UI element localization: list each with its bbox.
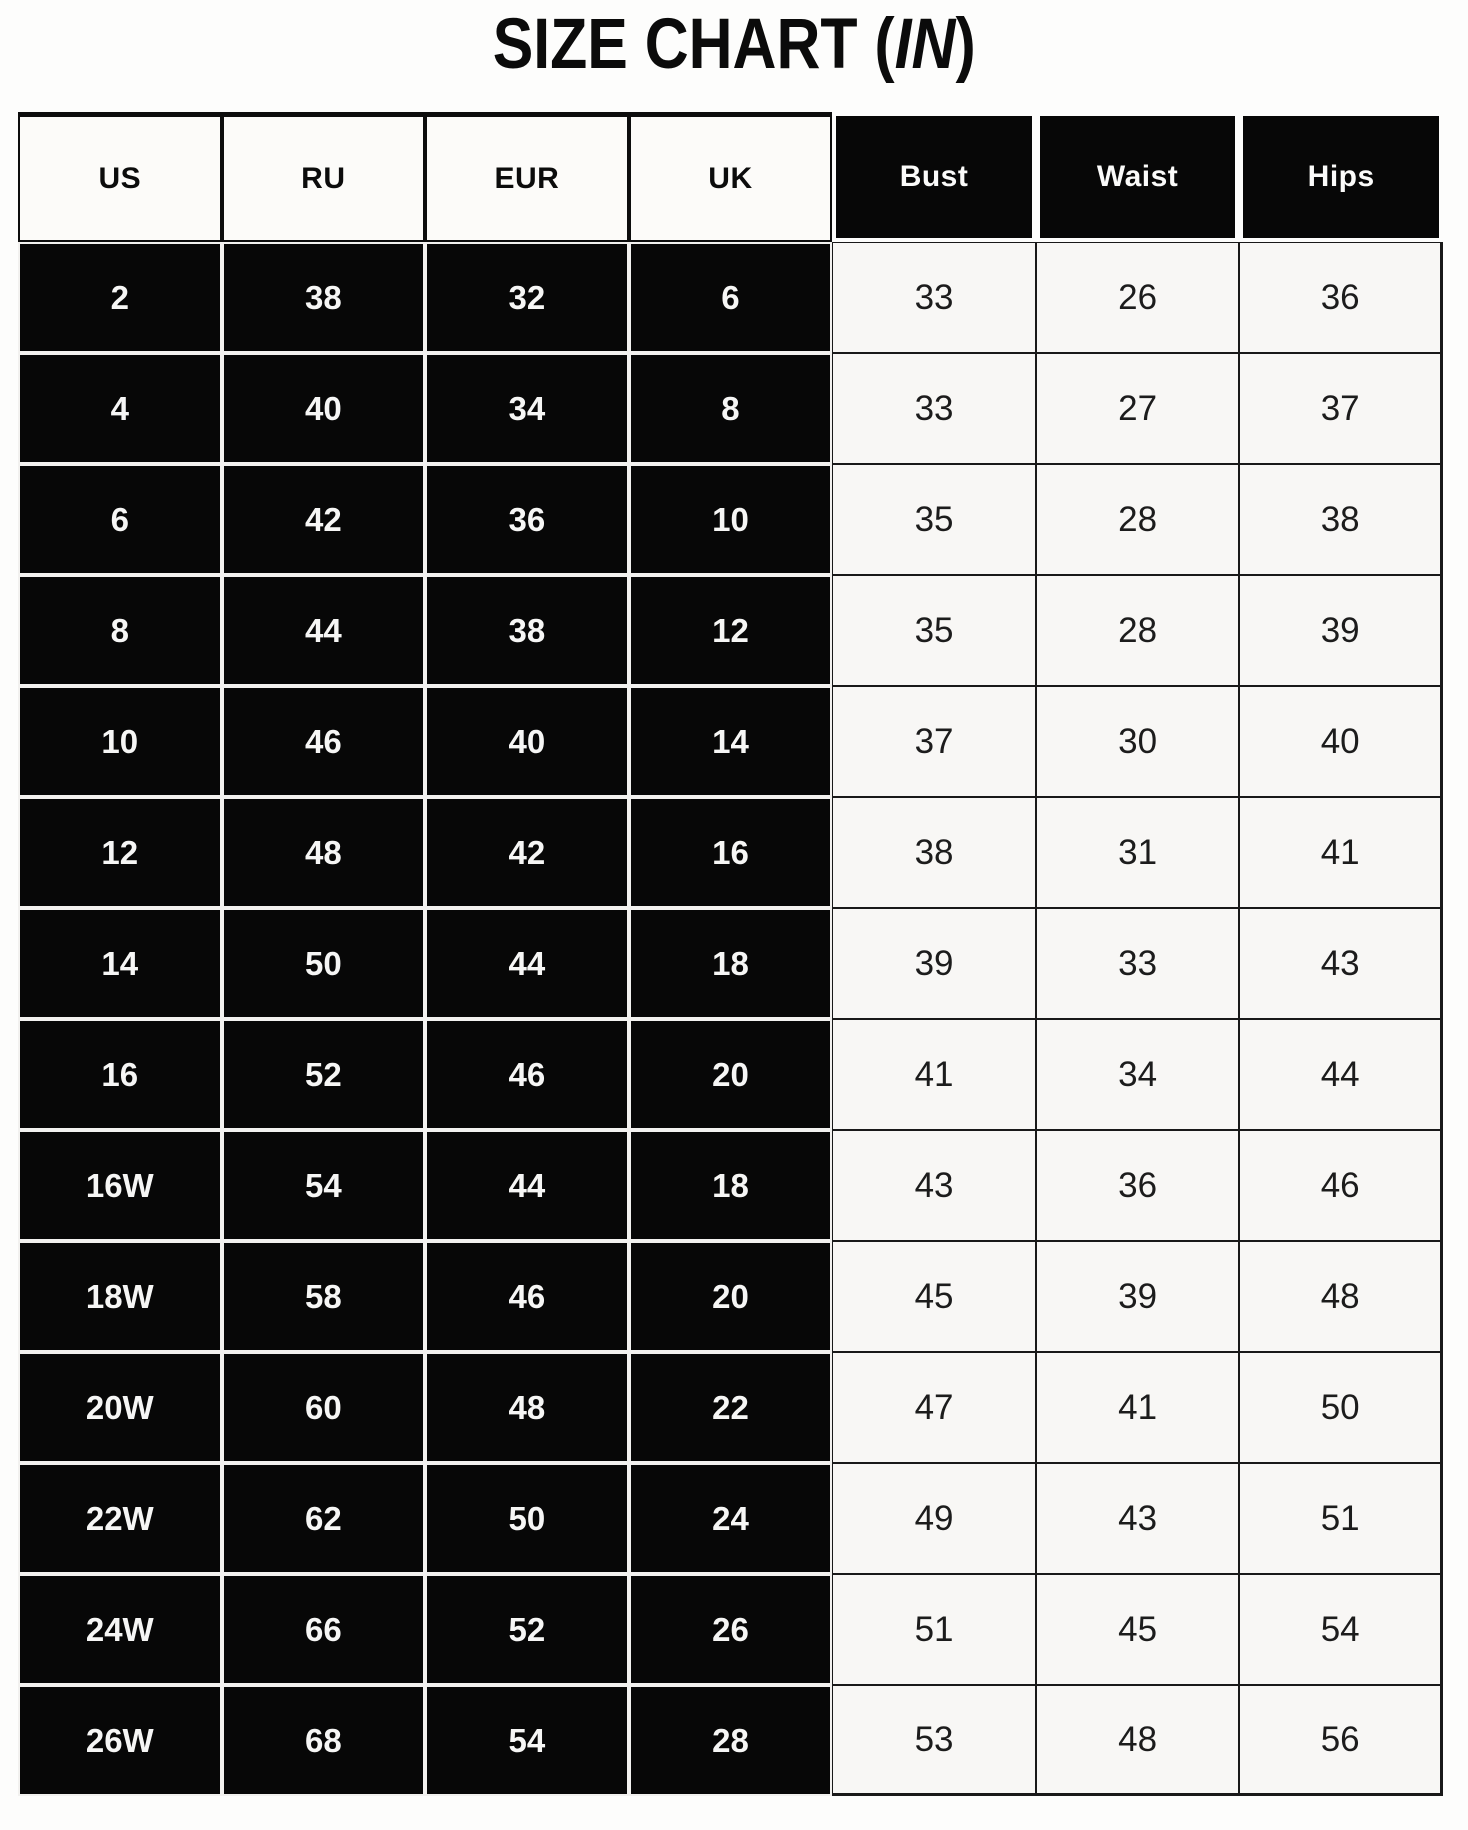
column-header-uk: UK — [629, 112, 833, 242]
page-title-prefix: SIZE CHART ( — [492, 3, 895, 84]
size-cell-eur: 46 — [425, 1241, 629, 1352]
size-cell-us: 2 — [18, 242, 222, 353]
size-cell-us: 14 — [18, 908, 222, 1019]
size-cell-eur: 32 — [425, 242, 629, 353]
measurement-cell-bust: 49 — [832, 1463, 1036, 1574]
header-row — [18, 112, 1443, 242]
size-cell-us: 22W — [18, 1463, 222, 1574]
measurement-cell-hips: 43 — [1239, 908, 1443, 1019]
measurement-cell-waist: 43 — [1036, 1463, 1240, 1574]
size-cell-uk: 26 — [629, 1574, 833, 1685]
table-row — [18, 1352, 1443, 1463]
size-cell-us: 10 — [18, 686, 222, 797]
measurement-cell-hips: 48 — [1239, 1241, 1443, 1352]
table-row — [18, 908, 1443, 1019]
measurement-cell-waist: 27 — [1036, 353, 1240, 464]
size-cell-eur: 40 — [425, 686, 629, 797]
size-cell-uk: 20 — [629, 1019, 833, 1130]
size-cell-uk: 28 — [629, 1685, 833, 1796]
size-cell-ru: 46 — [222, 686, 426, 797]
measurement-cell-waist: 31 — [1036, 797, 1240, 908]
table-row — [18, 1574, 1443, 1685]
size-cell-eur: 48 — [425, 1352, 629, 1463]
size-cell-uk: 24 — [629, 1463, 833, 1574]
table-row — [18, 686, 1443, 797]
size-cell-uk: 14 — [629, 686, 833, 797]
table-row — [18, 242, 1443, 353]
measurement-cell-hips: 56 — [1239, 1685, 1443, 1796]
size-cell-uk: 8 — [629, 353, 833, 464]
column-header-bust: Bust — [832, 112, 1036, 242]
measurement-cell-waist: 48 — [1036, 1685, 1240, 1796]
measurement-cell-hips: 50 — [1239, 1352, 1443, 1463]
size-cell-uk: 20 — [629, 1241, 833, 1352]
size-cell-us: 16W — [18, 1130, 222, 1241]
measurement-cell-bust: 53 — [832, 1685, 1036, 1796]
size-cell-ru: 50 — [222, 908, 426, 1019]
table-row — [18, 1241, 1443, 1352]
measurement-cell-waist: 34 — [1036, 1019, 1240, 1130]
page-title — [0, 2, 1468, 84]
size-cell-uk: 18 — [629, 908, 833, 1019]
measurement-cell-bust: 47 — [832, 1352, 1036, 1463]
size-cell-us: 4 — [18, 353, 222, 464]
measurement-cell-bust: 33 — [832, 242, 1036, 353]
measurement-cell-bust: 45 — [832, 1241, 1036, 1352]
size-cell-us: 24W — [18, 1574, 222, 1685]
size-cell-us: 12 — [18, 797, 222, 908]
measurement-cell-hips: 54 — [1239, 1574, 1443, 1685]
measurement-cell-bust: 41 — [832, 1019, 1036, 1130]
measurement-cell-hips: 39 — [1239, 575, 1443, 686]
measurement-cell-bust: 37 — [832, 686, 1036, 797]
size-cell-ru: 52 — [222, 1019, 426, 1130]
column-header-ru: RU — [222, 112, 426, 242]
measurement-cell-hips: 41 — [1239, 797, 1443, 908]
measurement-cell-bust: 51 — [832, 1574, 1036, 1685]
size-cell-ru: 58 — [222, 1241, 426, 1352]
size-cell-us: 18W — [18, 1241, 222, 1352]
table-row — [18, 1130, 1443, 1241]
size-cell-eur: 54 — [425, 1685, 629, 1796]
size-cell-ru: 44 — [222, 575, 426, 686]
size-cell-us: 20W — [18, 1352, 222, 1463]
table-row — [18, 464, 1443, 575]
measurement-cell-waist: 39 — [1036, 1241, 1240, 1352]
size-chart-header — [18, 112, 1443, 242]
measurement-cell-bust: 33 — [832, 353, 1036, 464]
size-cell-ru: 38 — [222, 242, 426, 353]
table-row — [18, 1463, 1443, 1574]
measurement-cell-hips: 44 — [1239, 1019, 1443, 1130]
column-header-eur: EUR — [425, 112, 629, 242]
measurement-cell-hips: 40 — [1239, 686, 1443, 797]
size-chart-table — [18, 112, 1443, 1796]
column-header-hips: Hips — [1239, 112, 1443, 242]
size-table-body — [18, 242, 1443, 1796]
measurement-cell-hips: 37 — [1239, 353, 1443, 464]
size-cell-us: 8 — [18, 575, 222, 686]
measurement-cell-bust: 38 — [832, 797, 1036, 908]
size-cell-uk: 12 — [629, 575, 833, 686]
size-cell-eur: 44 — [425, 1130, 629, 1241]
page-title-unit: IN — [894, 3, 956, 84]
measurement-cell-waist: 33 — [1036, 908, 1240, 1019]
size-cell-eur: 34 — [425, 353, 629, 464]
table-row — [18, 1685, 1443, 1796]
size-cell-ru: 62 — [222, 1463, 426, 1574]
table-row — [18, 353, 1443, 464]
size-cell-eur: 36 — [425, 464, 629, 575]
measurement-cell-waist: 41 — [1036, 1352, 1240, 1463]
size-cell-uk: 16 — [629, 797, 833, 908]
measurement-cell-hips: 38 — [1239, 464, 1443, 575]
size-cell-ru: 66 — [222, 1574, 426, 1685]
measurement-cell-hips: 36 — [1239, 242, 1443, 353]
size-cell-eur: 38 — [425, 575, 629, 686]
page-title-suffix: ) — [955, 3, 976, 84]
size-cell-us: 6 — [18, 464, 222, 575]
size-cell-uk: 10 — [629, 464, 833, 575]
measurement-cell-waist: 36 — [1036, 1130, 1240, 1241]
table-row — [18, 1019, 1443, 1130]
size-cell-ru: 68 — [222, 1685, 426, 1796]
measurement-cell-bust: 35 — [832, 464, 1036, 575]
size-cell-ru: 40 — [222, 353, 426, 464]
size-cell-eur: 50 — [425, 1463, 629, 1574]
size-cell-eur: 42 — [425, 797, 629, 908]
size-cell-uk: 18 — [629, 1130, 833, 1241]
measurement-cell-bust: 35 — [832, 575, 1036, 686]
table-row — [18, 575, 1443, 686]
measurement-cell-waist: 28 — [1036, 464, 1240, 575]
size-cell-us: 26W — [18, 1685, 222, 1796]
size-cell-us: 16 — [18, 1019, 222, 1130]
column-header-us: US — [18, 112, 222, 242]
measurement-cell-waist: 45 — [1036, 1574, 1240, 1685]
measurement-cell-hips: 51 — [1239, 1463, 1443, 1574]
column-header-waist: Waist — [1036, 112, 1240, 242]
measurement-cell-waist: 30 — [1036, 686, 1240, 797]
size-cell-eur: 44 — [425, 908, 629, 1019]
size-cell-ru: 42 — [222, 464, 426, 575]
measurement-cell-bust: 39 — [832, 908, 1036, 1019]
size-cell-eur: 52 — [425, 1574, 629, 1685]
measurement-cell-waist: 28 — [1036, 575, 1240, 686]
size-cell-uk: 22 — [629, 1352, 833, 1463]
size-cell-ru: 60 — [222, 1352, 426, 1463]
measurement-cell-hips: 46 — [1239, 1130, 1443, 1241]
size-cell-uk: 6 — [629, 242, 833, 353]
size-cell-ru: 54 — [222, 1130, 426, 1241]
size-cell-ru: 48 — [222, 797, 426, 908]
measurement-cell-waist: 26 — [1036, 242, 1240, 353]
size-cell-eur: 46 — [425, 1019, 629, 1130]
table-row — [18, 797, 1443, 908]
measurement-cell-bust: 43 — [832, 1130, 1036, 1241]
